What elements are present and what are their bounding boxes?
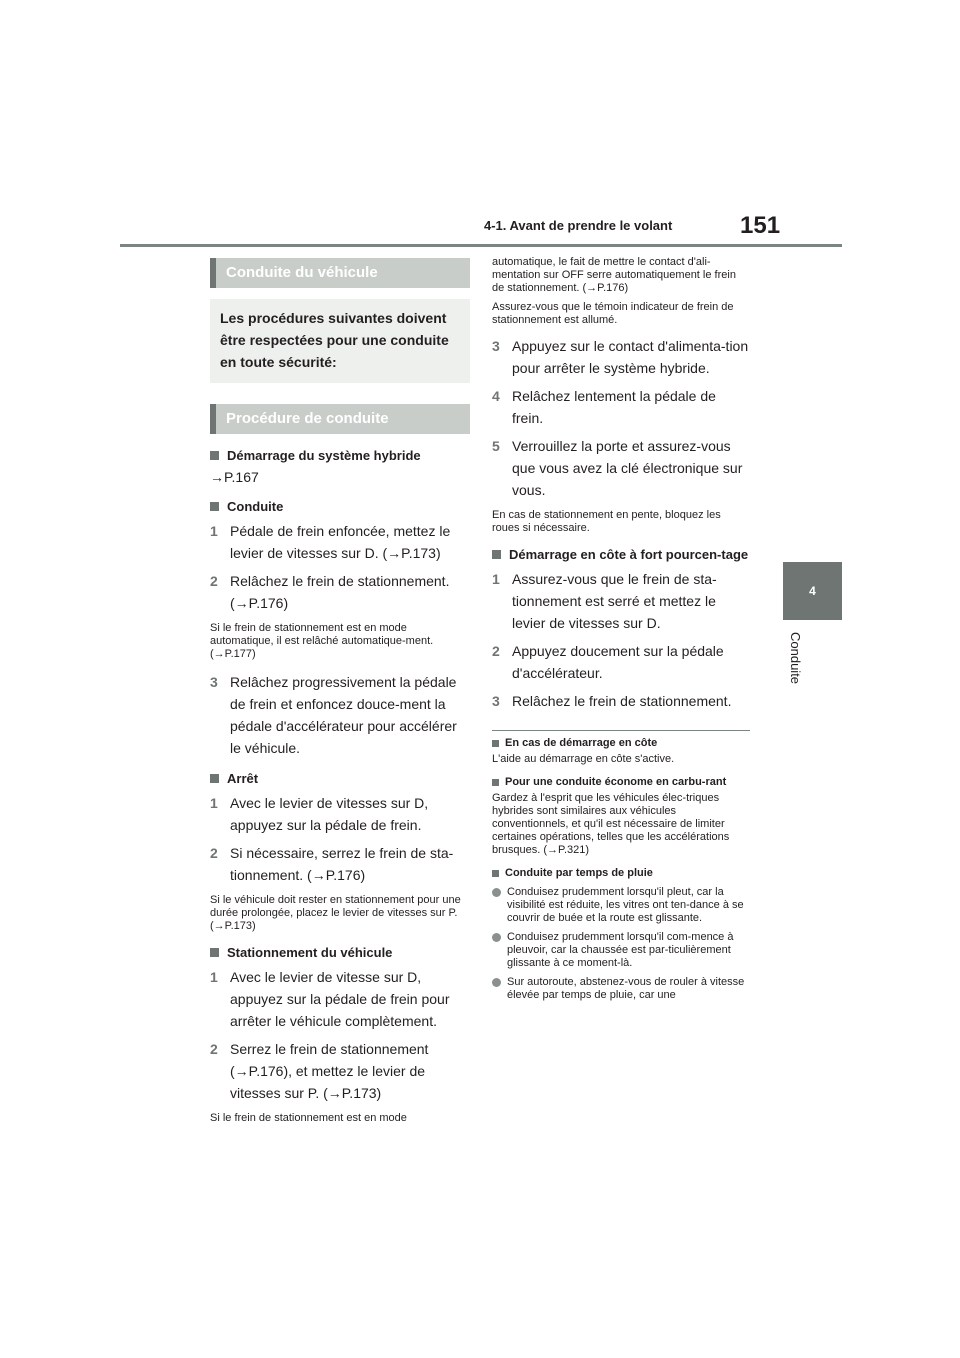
- round-bullet-icon: [492, 978, 501, 987]
- left-column: [210, 258, 470, 1125]
- step-text: Appuyez sur le contact d'alimenta-tion pour arrêter le système hybride.: [512, 338, 749, 376]
- bullet-text: Conduisez prudemment lorsqu'il com-mence à pleuvoir, car la chaussée est par-ticulièrement glissante à ce moment-là.: [507, 931, 734, 969]
- bullet-item: [492, 976, 750, 1002]
- step-number: 4: [492, 388, 500, 404]
- box-title-conduite: Conduite du véhicule: [210, 258, 470, 288]
- step-item: [492, 568, 750, 634]
- step-item: [492, 435, 750, 501]
- bullet-item: [492, 931, 750, 970]
- heading-text: En cas de démarrage en côte: [505, 737, 658, 749]
- step-number: 5: [492, 438, 500, 454]
- step-text: Relâchez lentement la pédale de frein.: [512, 388, 716, 426]
- section-title: 4-1. Avant de prendre le volant: [484, 218, 673, 233]
- box-title-procedure: Procédure de conduite: [210, 404, 470, 434]
- step-text: Assurez-vous que le frein de sta-tionnement est serré et mettez le levier de vitesses sur D.: [512, 571, 717, 631]
- info-heading: [492, 867, 750, 880]
- heading-text: Pour une conduite économe en carbu-rant: [505, 776, 727, 788]
- step-text: Avec le levier de vitesses sur D, appuyez sur la pédale de frein.: [230, 795, 429, 833]
- heading-conduite: [210, 497, 470, 516]
- info-text: L'aide au démarrage en côte s'active.: [492, 753, 675, 765]
- note-text: Si le frein de stationnement est en mode: [210, 1112, 407, 1124]
- chapter-tab-label: Conduite: [788, 632, 803, 685]
- step-item: [210, 842, 470, 886]
- step-number: 2: [210, 1041, 218, 1057]
- note-text: Si le frein de stationnement est en mode automatique, il est relâché automatique-ment. (→P.177): [210, 622, 434, 660]
- step-number: 2: [210, 845, 218, 861]
- step-item: [492, 640, 750, 684]
- step-number: 1: [492, 571, 500, 587]
- heading-text: Stationnement du véhicule: [227, 945, 393, 960]
- heading-text: Démarrage du système hybride: [227, 448, 421, 463]
- heading-text: Démarrage en côte à fort pourcen-tage: [509, 547, 749, 562]
- step-number: 3: [210, 674, 218, 690]
- step-item: [492, 385, 750, 429]
- page-number: 151: [740, 212, 781, 239]
- heading-demarrage: [210, 446, 470, 465]
- heading-text: Conduite: [227, 499, 284, 514]
- heading-text: Conduite par temps de pluie: [505, 867, 653, 879]
- page-reference-link[interactable]: →P.167: [210, 469, 259, 485]
- bullet-text: Sur autoroute, abstenez-vous de rouler à vitesse élevée par temps de pluie, car une: [507, 976, 745, 1001]
- intro-box: Les procédures suivantes doivent être respectées pour une conduite en toute sécurité:: [210, 299, 470, 383]
- step-text: Avec le levier de vitesse sur D, appuyez sur la pédale de frein pour arrêter le véhicule complètement.: [230, 969, 450, 1029]
- square-bullet-icon: [210, 502, 219, 511]
- info-heading: [492, 737, 750, 750]
- step-item: [492, 335, 750, 379]
- step-number: 2: [492, 643, 500, 659]
- step-item: [210, 792, 470, 836]
- info-heading: [492, 776, 750, 789]
- right-column: [492, 256, 750, 1002]
- section-divider: [492, 730, 750, 731]
- square-bullet-icon: [492, 779, 499, 786]
- step-number: 1: [210, 969, 218, 985]
- heading-arret: [210, 769, 470, 788]
- chapter-tab[interactable]: 4: [783, 562, 842, 620]
- heading-text: Arrêt: [227, 771, 259, 786]
- square-bullet-icon: [210, 451, 219, 460]
- step-number: 1: [210, 523, 218, 539]
- step-text: Si nécessaire, serrez le frein de sta-tionnement. (→P.176): [230, 845, 454, 883]
- round-bullet-icon: [492, 933, 501, 942]
- step-number: 3: [492, 693, 500, 709]
- step-item: [492, 690, 750, 712]
- step-number: 3: [492, 338, 500, 354]
- square-bullet-icon: [492, 740, 499, 747]
- step-number: 1: [210, 795, 218, 811]
- step-text: Relâchez le frein de stationnement.: [512, 693, 732, 709]
- step-item: [210, 966, 470, 1032]
- step-item: [210, 1038, 470, 1104]
- step-number: 2: [210, 573, 218, 589]
- info-text: Gardez à l'esprit que les véhicules élec-triques hybrides sont similaires aux véhicules conventionnels, et qu'il est nécessaire de limiter certaines opérations, telles que les accélérations brusques. (→P.321): [492, 792, 730, 856]
- square-bullet-icon: [210, 774, 219, 783]
- round-bullet-icon: [492, 888, 501, 897]
- note-text: automatique, le fait de mettre le contact d'ali-mentation sur OFF serre automatiquement le frein de stationnement. (→P.176): [492, 256, 736, 294]
- heading-cote: [492, 545, 750, 564]
- note-text: Si le véhicule doit rester en stationnement pour une durée prolongée, placez le levier de vitesses sur P. (→P.173): [210, 894, 461, 932]
- step-text: Verrouillez la porte et assurez-vous que vous avez la clé électronique sur vous.: [512, 438, 743, 498]
- square-bullet-icon: [492, 550, 501, 559]
- header-rule: [120, 244, 842, 247]
- bullet-text: Conduisez prudemment lorsqu'il pleut, car la visibilité est réduite, les vitres ont ten-dance à se couvrir de buée et la route est glissante.: [507, 886, 744, 924]
- note-text: En cas de stationnement en pente, bloquez les roues si nécessaire.: [492, 509, 721, 534]
- step-text: Serrez le frein de stationnement (→P.176), et mettez le levier de vitesses sur P. (→P.173): [230, 1041, 429, 1101]
- step-item: [210, 570, 470, 614]
- step-text: Relâchez le frein de stationnement. (→P.176): [230, 573, 450, 611]
- note-text: Assurez-vous que le témoin indicateur de frein de stationnement est allumé.: [492, 301, 734, 326]
- step-item: [210, 520, 470, 564]
- square-bullet-icon: [210, 948, 219, 957]
- square-bullet-icon: [492, 870, 499, 877]
- bullet-item: [492, 886, 750, 925]
- step-item: [210, 671, 470, 759]
- step-text: Pédale de frein enfoncée, mettez le levier de vitesses sur D. (→P.173): [230, 523, 451, 561]
- heading-stationnement: [210, 943, 470, 962]
- step-text: Appuyez doucement sur la pédale d'accélérateur.: [512, 643, 724, 681]
- step-text: Relâchez progressivement la pédale de frein et enfoncez douce-ment la pédale d'accélérateur pour accélérer le véhicule.: [230, 674, 457, 756]
